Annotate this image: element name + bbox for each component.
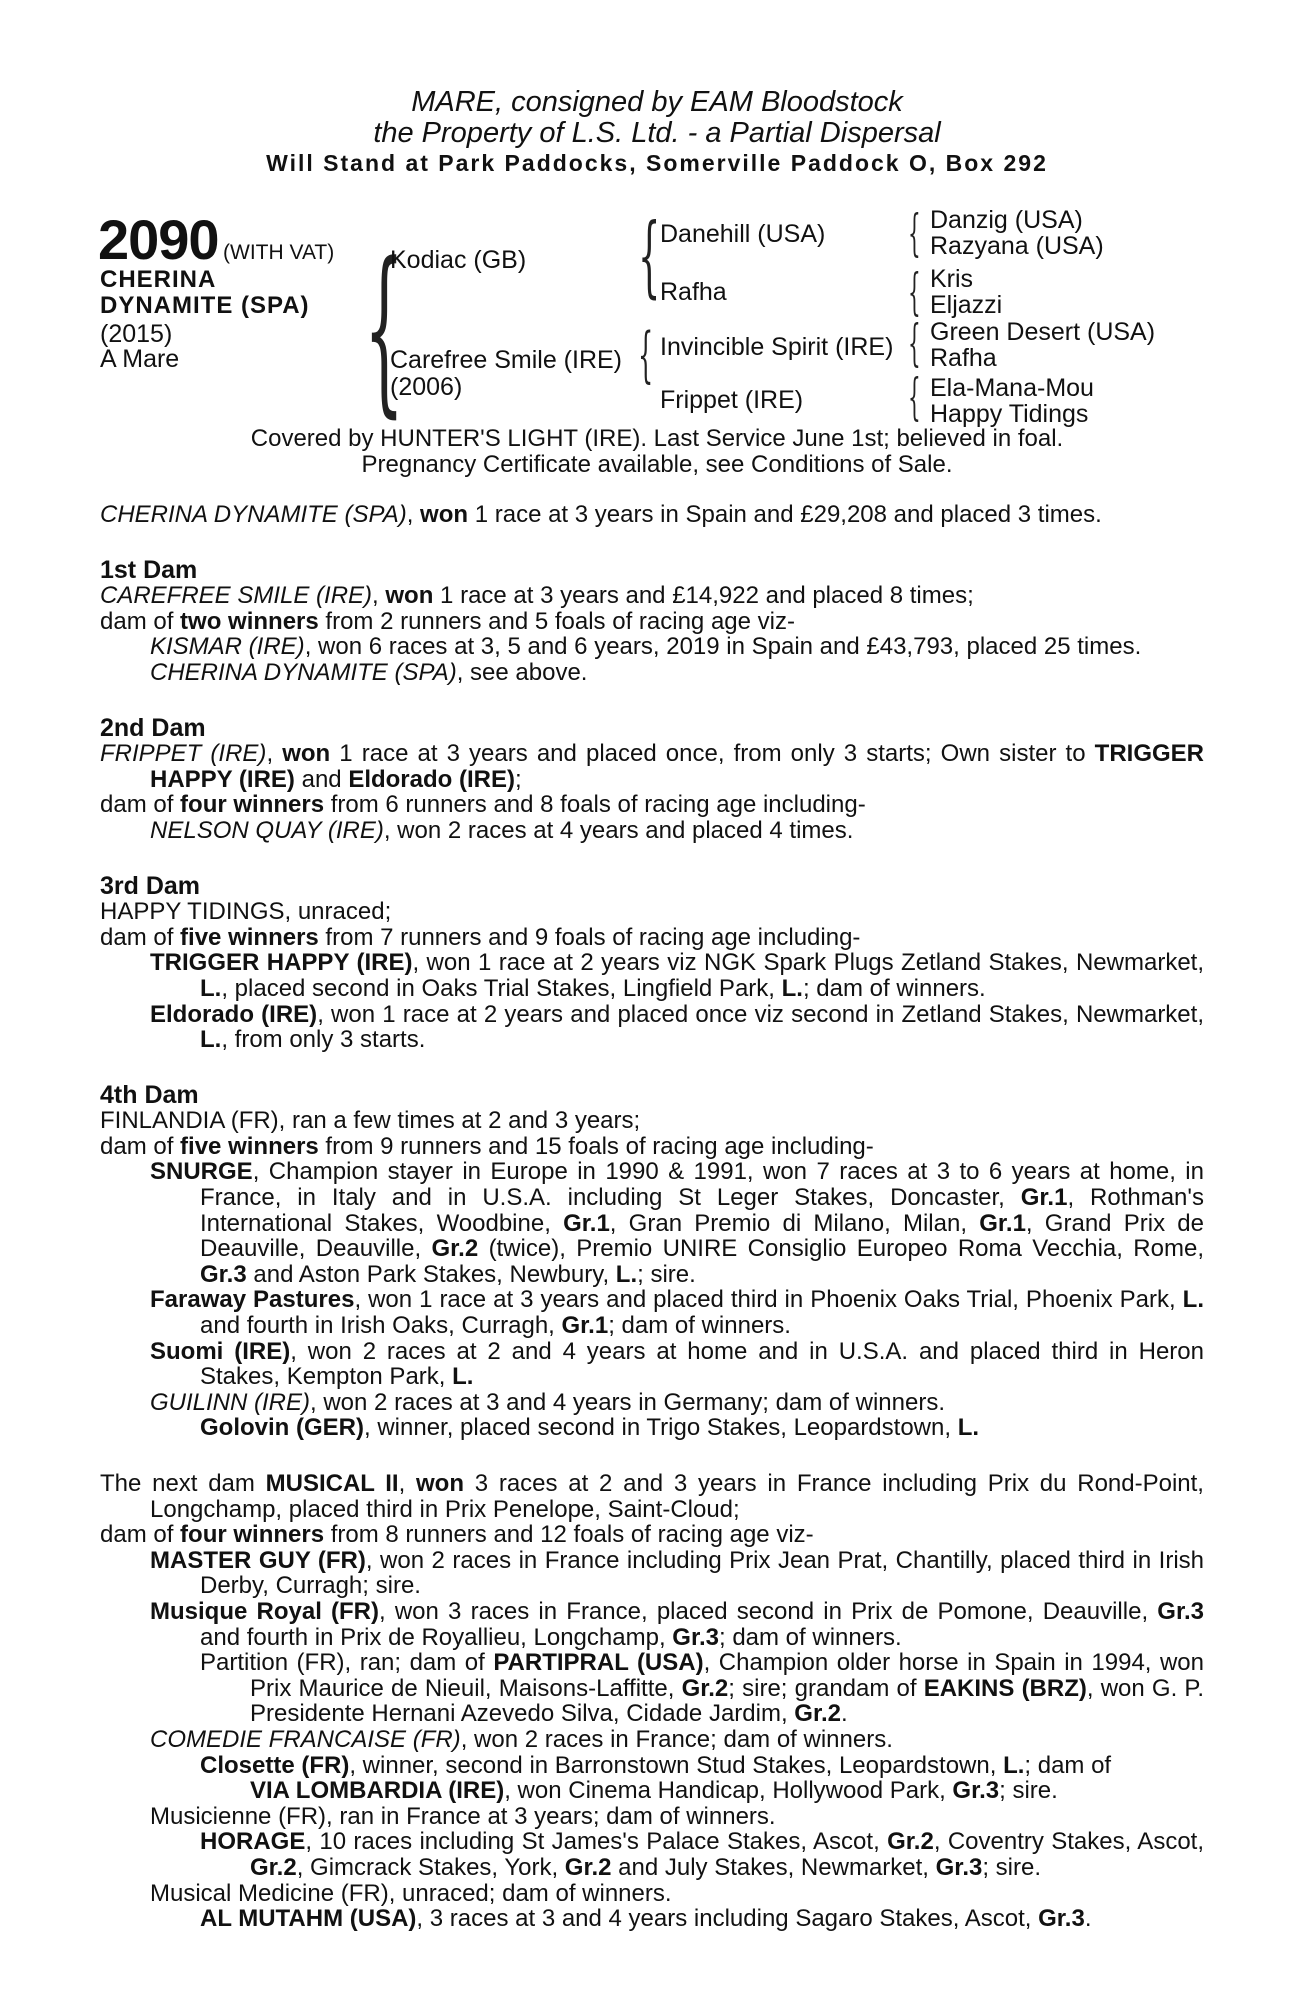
g5-name: Green Desert (USA) xyxy=(930,318,1156,346)
next-dam-produce: dam of four winners from 8 runners and 12 foals of racing age viz- xyxy=(100,1521,814,1549)
next-dam-offspring-musicienne: Musicienne (FR), ran in France at 3 years; dam of winners. xyxy=(150,1802,776,1830)
dam-name: Carefree Smile (IRE) xyxy=(390,346,622,374)
pedigree-brace-g2: { xyxy=(908,263,921,321)
dam-year: (2006) xyxy=(390,373,463,401)
g2-name: Razyana (USA) xyxy=(930,232,1104,260)
horse-name-line2: DYNAMITE (SPA) xyxy=(100,292,310,319)
stand-location-line: Will Stand at Park Paddocks, Somerville Paddock O, Box 292 xyxy=(266,150,1048,176)
fourth-dam-line: FINLANDIA (FR), ran a few times at 2 and 3 years; xyxy=(100,1107,641,1135)
second-dam-heading: 2nd Dam xyxy=(100,713,206,742)
next-dam-offspring-al-mutahm: AL MUTAHM (USA), 3 races at 3 and 4 years including Sagaro Stakes, Ascot, Gr.3. xyxy=(200,1905,1092,1933)
g3-name: Kris xyxy=(930,265,974,293)
first-dam-offspring-2: CHERINA DYNAMITE (SPA), see above. xyxy=(150,658,588,686)
property-line: the Property of L.S. Ltd. - a Partial Dispersal xyxy=(373,117,941,149)
dam-sire-name: Invincible Spirit (IRE) xyxy=(660,333,894,361)
g7-name: Ela-Mana-Mou xyxy=(930,374,1094,402)
next-dam-offspring-partition: Partition (FR), ran; dam of PARTIPRAL (USA), Champion older horse in Spain in 1994, won Prix Maurice de Nieuil, Maisons-Laffitte, Gr.2; sire; grandam of EAKINS (BRZ), won G. P. Presidente Hernani Azevedo Silva, Cidade Jardim, Gr.2. xyxy=(200,1649,1205,1728)
first-dam-line: CAREFREE SMILE (IRE), won 1 race at 3 years and £14,922 and placed 8 times; xyxy=(100,582,974,610)
next-dam-offspring-musique-royal: Musique Royal (FR), won 3 races in France, placed second in Prix de Pomone, Deauville, Gr.3 and fourth in Prix de Royallieu, Longchamp, Gr.3; dam of winners. xyxy=(150,1597,1204,1651)
next-dam-line: The next dam MUSICAL II, won 3 races at 2 and 3 years in France including Prix du Rond-Point, Longchamp, placed third in Prix Penelope, Saint-Cloud; xyxy=(100,1470,1204,1523)
first-dam-offspring-1: KISMAR (IRE), won 6 races at 3, 5 and 6 years, 2019 in Spain and £43,793, placed 25 times. xyxy=(150,633,1142,661)
next-dam-offspring-closette: Closette (FR), winner, second in Barronstown Stud Stakes, Leopardstown, L.; dam of xyxy=(200,1751,1112,1779)
horse-name-line1: CHERINA xyxy=(100,266,217,293)
pedigree-brace-dam: { xyxy=(638,320,654,390)
third-dam-heading: 3rd Dam xyxy=(100,871,201,900)
pedigree-brace-g1: { xyxy=(908,204,921,262)
fourth-dam-offspring-golovin: Golovin (GER), winner, placed second in Trigo Stakes, Leopardstown, L. xyxy=(200,1414,980,1442)
pedigree-brace-g3: { xyxy=(908,314,921,372)
fourth-dam-heading: 4th Dam xyxy=(100,1080,199,1109)
sire-name: Kodiac (GB) xyxy=(390,246,527,274)
pregnancy-note: Pregnancy Certificate available, see Conditions of Sale. xyxy=(361,451,953,478)
g1-name: Danzig (USA) xyxy=(930,206,1083,234)
g4-name: Eljazzi xyxy=(930,291,1003,319)
fourth-dam-produce: dam of five winners from 9 runners and 15 foals of racing age including- xyxy=(100,1132,874,1160)
third-dam-offspring-2: Eldorado (IRE), won 1 race at 2 years and placed once viz second in Zetland Stakes, Newmarket, L., from only 3 starts. xyxy=(150,1000,1204,1054)
next-dam-offspring-comedie: COMEDIE FRANCAISE (FR), won 2 races in France; dam of winners. xyxy=(150,1725,893,1753)
third-dam-line: HAPPY TIDINGS, unraced; xyxy=(100,898,392,926)
g8-name: Happy Tidings xyxy=(930,400,1089,428)
dam-dam-name: Frippet (IRE) xyxy=(660,386,804,414)
consignment-line: MARE, consigned by EAM Bloodstock xyxy=(411,86,903,118)
foaling-year: (2015) xyxy=(100,320,173,348)
second-dam-offspring-1: NELSON QUAY (IRE), won 2 races at 4 years and placed 4 times. xyxy=(150,816,854,844)
intro-line: CHERINA DYNAMITE (SPA), won 1 race at 3 years in Spain and £29,208 and placed 3 times. xyxy=(100,501,1102,528)
pedigree-brace-main: { xyxy=(364,225,405,434)
next-dam-offspring-via-lombardia: VIA LOMBARDIA (IRE), won Cinema Handicap, Hollywood Park, Gr.3; sire. xyxy=(250,1777,1058,1805)
next-dam-offspring-horage: HORAGE, 10 races including St James's Palace Stakes, Ascot, Gr.2, Coventry Stakes, Ascot, Gr.2, Gimcrack Stakes, York, Gr.2 and July Stakes, Newmarket, Gr.3; sire. xyxy=(200,1828,1204,1881)
produce-record xyxy=(100,502,1204,1932)
second-dam-produce: dam of four winners from 6 runners and 8 foals of racing age including- xyxy=(100,791,866,819)
next-dam-offspring-musical-medicine: Musical Medicine (FR), unraced; dam of winners. xyxy=(150,1879,672,1907)
third-dam-produce: dam of five winners from 7 runners and 9 foals of racing age including- xyxy=(100,923,861,951)
covered-note: Covered by HUNTER'S LIGHT (IRE). Last Service June 1st; believed in foal. xyxy=(250,425,1064,452)
vat-note: (WITH VAT) xyxy=(223,241,335,264)
g6-name: Rafha xyxy=(930,344,997,372)
sire-dam-name: Rafha xyxy=(660,278,727,306)
pedigree-brace-sire: { xyxy=(638,204,661,307)
sire-sire-name: Danehill (USA) xyxy=(660,220,826,248)
first-dam-produce: dam of two winners from 2 runners and 5 foals of racing age viz- xyxy=(100,607,795,635)
pedigree-brace-g4: { xyxy=(908,368,921,426)
third-dam-offspring-1: TRIGGER HAPPY (IRE), won 1 race at 2 years viz NGK Spark Plugs Zetland Stakes, Newmarket, L., placed second in Oaks Trial Stakes, Lingfield Park, L.; dam of winners. xyxy=(150,949,1205,1002)
second-dam-line: FRIPPET (IRE), won 1 race at 3 years and placed once, from only 3 starts; Own sister to TRIGGER HAPPY (IRE) and Eldorado (IRE); xyxy=(100,740,1204,793)
fourth-dam-offspring-guilinn: GUILINN (IRE), won 2 races at 3 and 4 years in Germany; dam of winners. xyxy=(150,1388,945,1416)
fourth-dam-offspring-suomi: Suomi (IRE), won 2 races at 2 and 4 years at home and in U.S.A. and placed third in Heron Stakes, Kempton Park, L. xyxy=(150,1337,1204,1391)
fourth-dam-offspring-faraway: Faraway Pastures, won 1 race at 3 years and placed third in Phoenix Oaks Trial, Phoenix Park, L. and fourth in Irish Oaks, Curragh, Gr.1; dam of winners. xyxy=(150,1286,1204,1340)
first-dam-heading: 1st Dam xyxy=(100,555,198,584)
next-dam-offspring-master-guy: MASTER GUY (FR), won 2 races in France including Prix Jean Prat, Chantilly, placed third in Irish Derby, Curragh; sire. xyxy=(150,1546,1205,1600)
horse-sex: A Mare xyxy=(100,345,180,373)
lot-number-block xyxy=(98,208,335,271)
fourth-dam-offspring-snurge: SNURGE, Champion stayer in Europe in 1990 & 1991, won 7 races at 3 to 6 years at home, in France, in Italy and in U.S.A. including St Leger Stakes, Doncaster, Gr.1, Rothman's International Stakes, Woodbine, Gr.1, Gran Premio di Milano, Milan, Gr.1, Grand Prix de Deauville, Deauville, Gr.2 (twice), Premio UNIRE Consiglio Europeo Roma Vecchia, Rome, Gr.3 and Aston Park Stakes, Newbury, L.; sire. xyxy=(150,1158,1204,1288)
lot-number: 2090 xyxy=(98,208,219,271)
